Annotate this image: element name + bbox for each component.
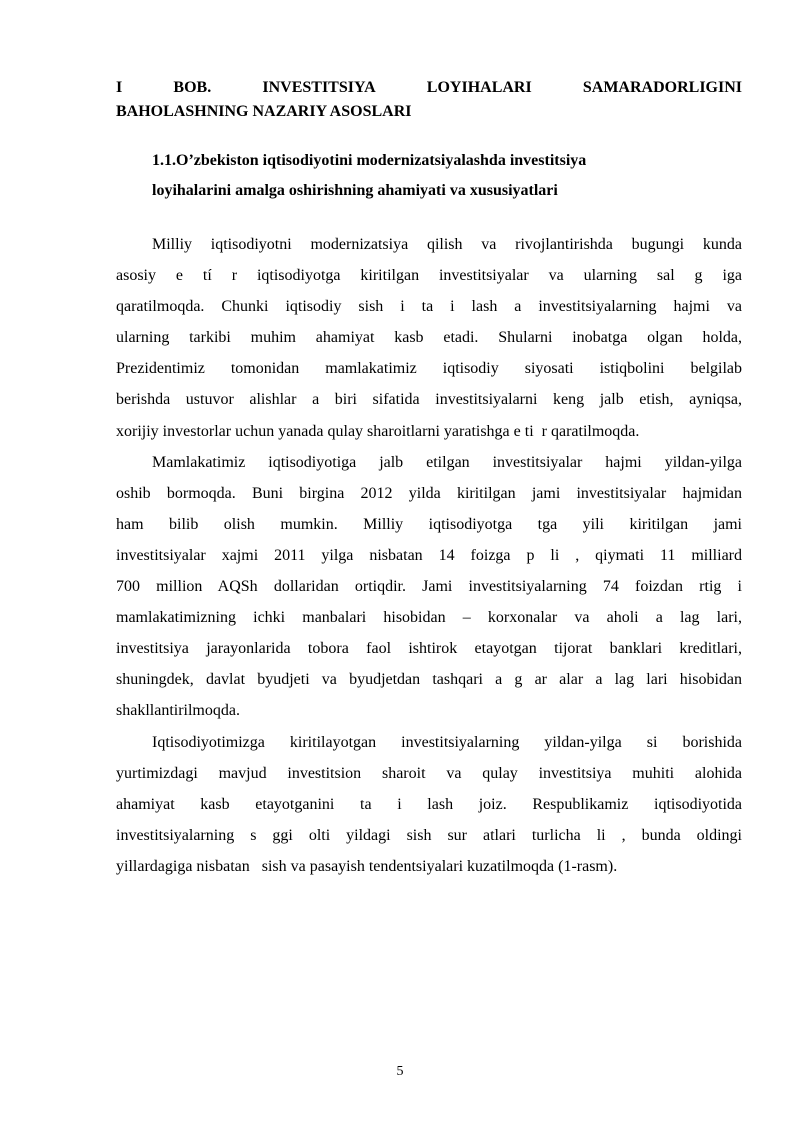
text-line: oshib bormoqda. Buni birgina 2012 yilda kiritilgan jami investitsiyalar hajmidan [116,484,742,502]
section-heading [152,146,742,206]
page-number: 5 [396,1064,404,1079]
text-line: investitsiyalar xajmi 2011 yilga nisbatan 14 foizga p li , qiymati 11 milliard [116,546,742,564]
chapter-word: I [116,79,123,96]
text-line: ham bilib olish mumkin. Milliy iqtisodiyotga tga yili kiritilgan jami [116,515,742,533]
chapter-word: BOB. [173,79,212,96]
paragraph [116,447,742,727]
text-line: Iqtisodiyotimizga kiritilayotgan investitsiyalarning yildan-yilga si borishida [152,733,742,751]
text-line: shuningdek, davlat byudjeti va byudjetdan tashqari a g ar alar a lag lari hisobidan [116,671,742,689]
section-heading-line-2: loyihalarini amalga oshirishning ahamiyati va xususiyatlari [152,182,558,199]
chapter-title-line-1 [116,76,742,100]
text-line: ahamiyat kasb etayotganini ta i lash joiz. Respublikamiz iqtisodiyotida [116,795,742,813]
text-line: xorijiy investorlar uchun yanada qulay sharoitlarni yaratishga e ti r qaratilmoqda. [116,422,640,440]
paragraph [116,229,742,447]
text-line: asosiy e tí r iqtisodiyotga kiritilgan investitsiyalar va ularning sal g iga [116,267,742,285]
chapter-title-line-2: BAHOLASHNING NAZARIY ASOSLARI [116,103,412,120]
text-line: Milliy iqtisodiyotni modernizatsiya qilish va rivojlantirishda bugungi kunda [152,236,742,253]
text-line: qaratilmoqda. Chunki iqtisodiy sish i ta i lash a investitsiyalarning hajmi va [116,298,742,316]
text-line: shakllantirilmoqda. [116,702,240,720]
text-line: ularning tarkibi muhim ahamiyat kasb etadi. Shularni inobatga olgan holda, [116,329,742,347]
body-text [116,229,742,882]
text-line: yillardagiga nisbatan sish va pasayish tendentsiyalari kuzatilmoqda (1-rasm). [116,857,618,875]
text-line: berishda ustuvor alishlar a biri sifatida investitsiyalarni keng jalb etish, ayniqsa, [116,391,742,409]
chapter-word: SAMARADORLIGINI [582,79,742,96]
text-line: yurtimizdagi mavjud investitsion sharoit va qulay investitsiya muhiti alohida [116,764,742,782]
chapter-word: LOYIHALARI [426,79,532,96]
text-line: investitsiyalarning s ggi olti yildagi sish sur atlari turlicha li , bunda oldingi [116,826,742,844]
paragraph [116,727,742,882]
chapter-title [116,76,742,124]
text-line: investitsiya jarayonlarida tobora faol ishtirok etayotgan tijorat banklari kreditlari, [116,640,742,658]
text-line: 700 million AQSh dollaridan ortiqdir. Jami investitsiyalarning 74 foizdan rtig i [116,578,742,596]
text-line: Prezidentimiz tomonidan mamlakatimiz iqtisodiy siyosati istiqbolini belgilab [116,360,742,378]
text-line: mamlakatimizning ichki manbalari hisobidan – korxonalar va aholi a lag lari, [116,609,742,627]
section-heading-line-1: 1.1.O’zbekiston iqtisodiyotini modernizatsiyalashda investitsiya [152,152,587,169]
chapter-word: INVESTITSIYA [262,79,376,96]
text-line: Mamlakatimiz iqtisodiyotiga jalb etilgan investitsiyalar hajmi yildan-yilga [152,453,742,471]
